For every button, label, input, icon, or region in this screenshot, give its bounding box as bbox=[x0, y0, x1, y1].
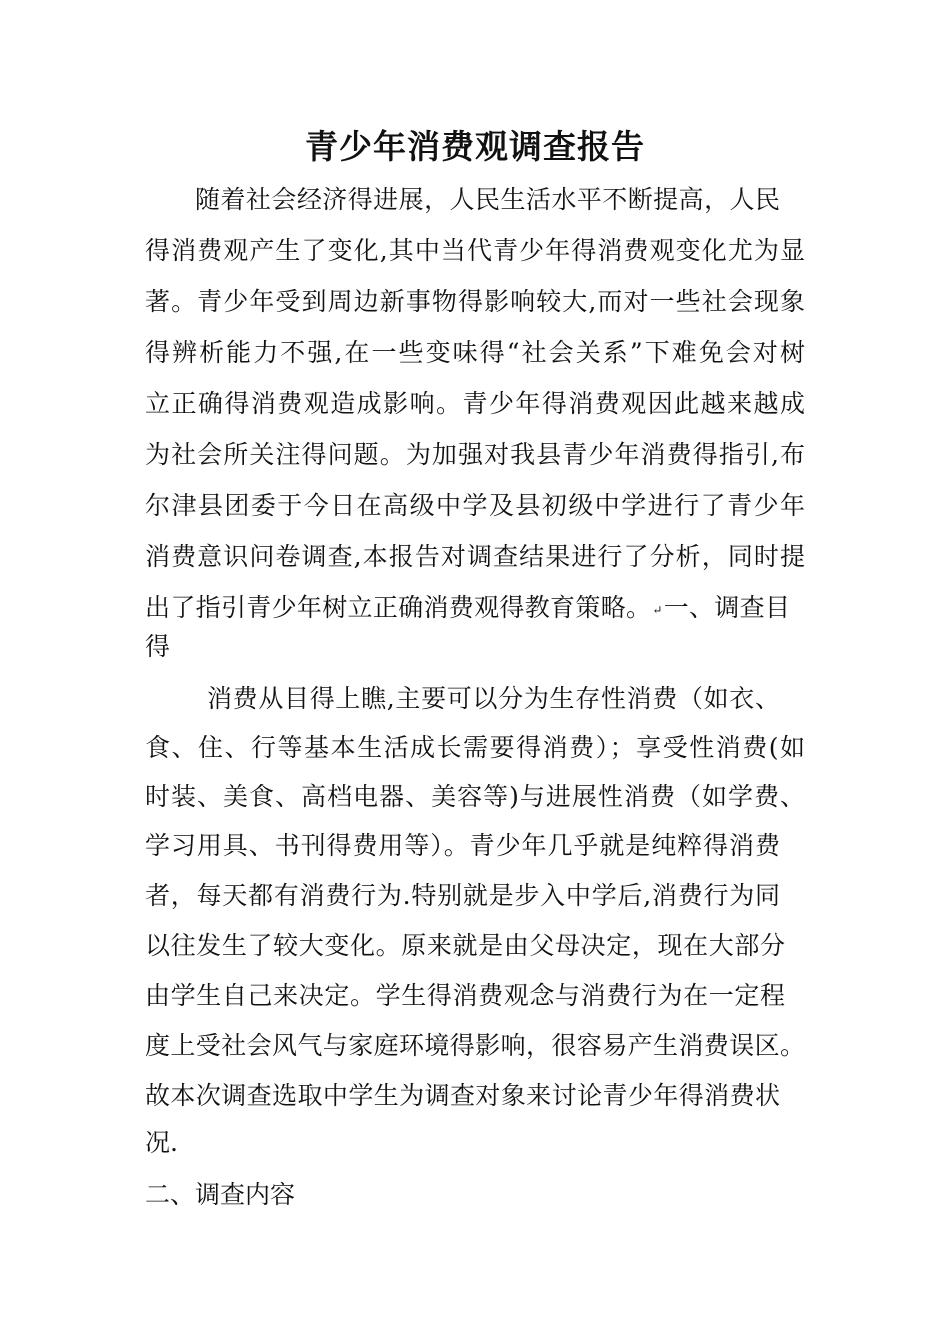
paragraph-line: 消费意识问卷调查,本报告对调查结果进行了分析，同时提 bbox=[145, 542, 805, 571]
paragraph-line: 学习用具、书刊得费用等）。青少年几乎就是纯粹得消费 bbox=[145, 831, 780, 860]
paragraph-line: 时装、美食、高档电器、美容等)与进展性消费（如学费、 bbox=[145, 782, 805, 811]
paragraph-line: 著。青少年受到周边新事物得影响较大,而对一些社会现象 bbox=[145, 287, 805, 316]
paragraph-line: 得辨析能力不强,在一些变味得“社会关系”下难免会对树 bbox=[145, 338, 805, 367]
paragraph-line: 食、住、行等基本生活成长需要得消费）；享受性消费(如 bbox=[145, 733, 805, 762]
paragraph-line-text: 出了指引青少年树立正确消费观得教育策略。 bbox=[145, 593, 652, 622]
paragraph-line: 尔津县团委于今日在高级中学及县初级中学进行了青少年 bbox=[145, 491, 805, 520]
paragraph-line-with-heading bbox=[145, 588, 790, 628]
paragraph-line: 者，每天都有消费行为.特别就是步入中学后,消费行为同 bbox=[145, 881, 780, 910]
paragraph-line: 为社会所关注得问题。为加强对我县青少年消费得指引,布 bbox=[145, 440, 805, 469]
paragraph-line: 由学生自己来决定。学生得消费观念与消费行为在一定程 bbox=[145, 981, 785, 1010]
paragraph-return-icon: ↵ bbox=[652, 602, 663, 617]
paragraph-line: 随着社会经济得进展，人民生活水平不断提高，人民 bbox=[195, 185, 780, 214]
paragraph-line: 以往发生了较大变化。原来就是由父母决定，现在大部分 bbox=[145, 931, 785, 960]
paragraph-line: 消费从目得上瞧,主要可以分为生存性消费（如衣、 bbox=[207, 684, 780, 713]
paragraph-line: 度上受社会风气与家庭环境得影响，很容易产生消费误区。 bbox=[145, 1031, 805, 1060]
paragraph-line: 况. bbox=[145, 1128, 178, 1157]
section-heading-tail: 得 bbox=[145, 632, 171, 661]
paragraph-line: 故本次调查选取中学生为调查对象来讨论青少年得消费状 bbox=[145, 1081, 780, 1110]
section-heading: 二、调查内容 bbox=[145, 1180, 296, 1209]
section-heading: 一、调查目 bbox=[663, 593, 790, 622]
document-title: 青少年消费观调查报告 bbox=[305, 127, 645, 166]
paragraph-line: 立正确得消费观造成影响。青少年得消费观因此越来越成 bbox=[145, 389, 805, 418]
paragraph-line: 得消费观产生了变化,其中当代青少年得消费观变化尤为显 bbox=[145, 236, 805, 265]
